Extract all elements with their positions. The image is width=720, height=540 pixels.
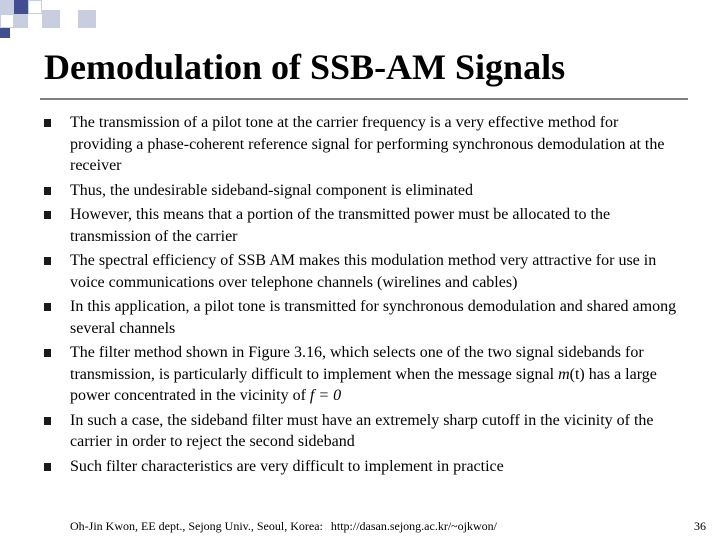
message-signal-m: m bbox=[558, 365, 570, 383]
square-bullet-icon bbox=[44, 349, 51, 357]
page-number: 36 bbox=[694, 519, 706, 533]
bullet-6-text-mid: has a large power concentrated in the vicinity of bbox=[70, 365, 657, 404]
bullet-item-5: In this application, a pilot tone is transmitted for synchronous demodulation and shared among several channels bbox=[40, 296, 680, 339]
footer-author: Oh-Jin Kwon, EE dept., Sejong Univ., Seoul, Korea: bbox=[70, 519, 323, 533]
square-bullet-icon bbox=[44, 187, 51, 195]
message-signal-t: (t) bbox=[569, 365, 585, 383]
bullet-item-7: In such a case, the sideband filter must have an extremely sharp cutoff in the vicinity of the carrier in order to reject the second sideband bbox=[40, 410, 680, 453]
square-bullet-icon bbox=[44, 417, 51, 425]
slide-footer bbox=[70, 519, 497, 534]
bullet-item-2: Thus, the undesirable sideband-signal component is eliminated bbox=[40, 180, 680, 202]
corner-decoration bbox=[0, 0, 720, 40]
footer-url[interactable]: http://dasan.sejong.ac.kr/~ojkwon/ bbox=[330, 519, 497, 533]
bullet-list bbox=[40, 112, 680, 480]
square-bullet-icon bbox=[44, 119, 51, 127]
bullet-item-1: The transmission of a pilot tone at the carrier frequency is a very effective method for providing a phase-coherent reference signal for performing synchronous demodulation at the receiver bbox=[40, 112, 680, 177]
square-bullet-icon bbox=[44, 463, 51, 471]
bullet-item-8: Such filter characteristics are very difficult to implement in practice bbox=[40, 456, 680, 478]
square-bullet-icon bbox=[44, 211, 51, 219]
square-bullet-icon bbox=[44, 257, 51, 265]
bullet-6-text-before: The filter method shown in Figure 3.16, which selects one of the two signal sidebands for transmission, is particularly difficult to implement when the message signal bbox=[70, 344, 644, 383]
square-bullet-icon bbox=[44, 303, 51, 311]
bullet-item-3: However, this means that a portion of the transmitted power must be allocated to the transmission of the carrier bbox=[40, 204, 680, 247]
slide-title: Demodulation of SSB-AM Signals bbox=[44, 47, 566, 87]
bullet-item-6 bbox=[40, 342, 680, 407]
bullet-item-4: The spectral efficiency of SSB AM makes this modulation method very attractive for use in voice communications over telephone channels (wirelines and cables) bbox=[40, 250, 680, 293]
frequency-zero: f = 0 bbox=[309, 387, 342, 404]
title-underline bbox=[40, 98, 688, 100]
